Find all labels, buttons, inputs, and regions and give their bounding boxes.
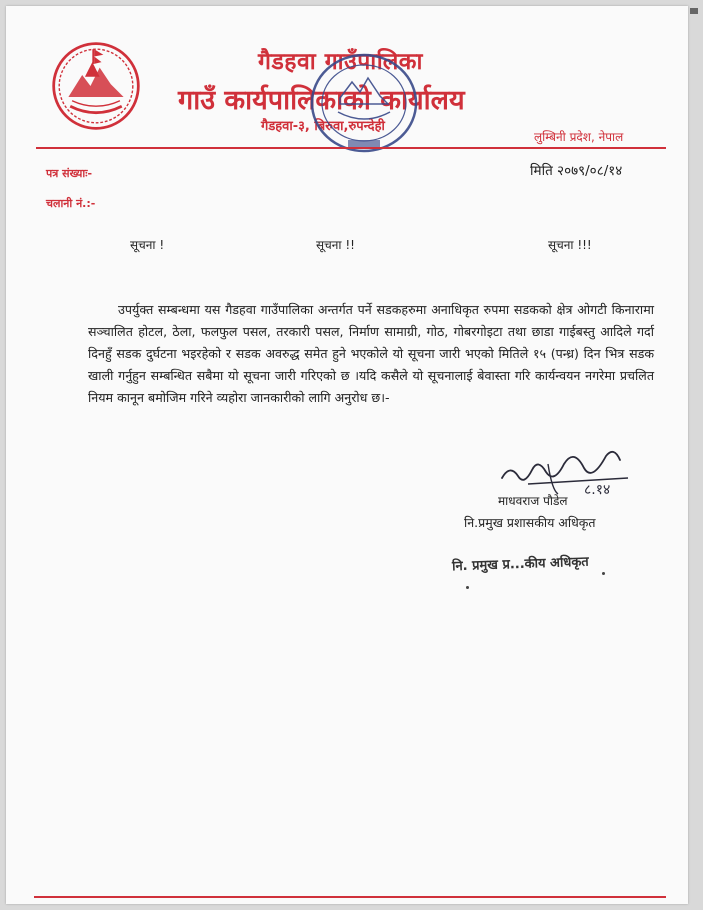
notice-heading-2: सूचना !! — [316, 238, 355, 252]
notice-heading-3: सूचना !!! — [548, 238, 592, 252]
nepal-emblem-logo — [50, 40, 142, 132]
notice-heading-1: सूचना ! — [130, 238, 165, 252]
letter-page — [6, 6, 688, 904]
province-country: लुम्बिनी प्रदेश, नेपाल — [534, 130, 624, 144]
notice-body-paragraph: उपर्युक्त सम्बन्धमा यस गैडहवा गाउँपालिका अन्तर्गत पर्ने सडकहरुमा अनाधिकृत रुपमा सडकको क्षेत्र ओगटी किनारामा सञ्चालित होटल, ठेला, फलफुल पसल, तरकारी पसल, निर्माण सामाग्री, गोठ, गोबरगोइटा तथा छाडा गाईबस्तु आदिले गर्दा दिनहुँ सडक दुर्घटना भइरहेको र सडक अवरुद्ध समेत हुने भएकोले यो सूचना जारी भएको मितिले १५ (पन्ध्र) दिन भित्र सडक खाली गर्नुहुन सम्बन्धित सबैमा यो सूचना जारी गरिएको छ ।यदि कसैले यो सूचनालाई बेवास्ता गरि कार्यन्वयन नगरेमा प्रचलित नियम कानून बमोजिम गरिने व्यहोरा जानकारीको लागि अनुरोध छ।- — [88, 302, 654, 405]
ink-speck — [466, 586, 469, 589]
dispatch-number-label: चलानी नं.:- — [46, 197, 96, 210]
scan-corner-mark — [690, 8, 698, 14]
header-divider — [36, 147, 666, 149]
municipality-name: गैडहवा गाउँपालिका — [258, 49, 423, 75]
footer-divider — [34, 896, 666, 898]
signer-name: माधवराज पौडेल — [498, 494, 568, 508]
designation-stamp: नि. प्रमुख प्र...कीय अधिकृत — [451, 554, 589, 575]
ink-speck — [602, 572, 605, 575]
signer-title: नि.प्रमुख प्रशासकीय अधिकृत — [464, 515, 596, 530]
office-address: गैडहवा-३, बिरुवा,रुपन्देही — [261, 119, 385, 134]
office-seal-stamp — [304, 48, 424, 158]
office-name: गाउँ कार्यपालिकाको कार्यालय — [178, 85, 465, 116]
signature-date: ८.१४ — [584, 482, 611, 498]
letter-date: मिति २०७९/०८/१४ — [530, 163, 623, 179]
letter-number-label: पत्र संख्याः- — [46, 167, 93, 180]
